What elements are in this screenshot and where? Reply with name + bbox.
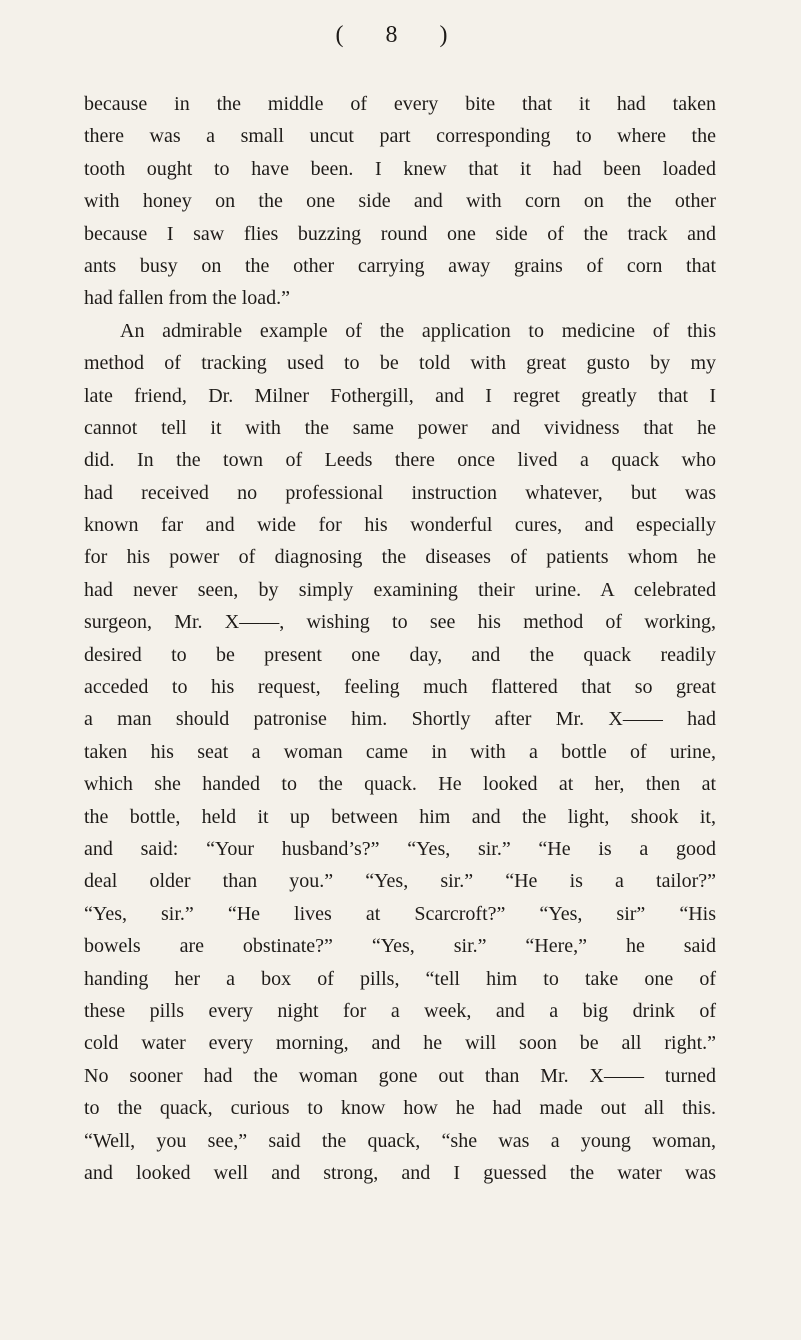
text-line: tooth ought to have been. I knew that it had been loaded (84, 157, 716, 180)
text-line: with honey on the one side and with corn on the other (84, 190, 716, 213)
text-line: An admirable example of the application to medicine of this (120, 319, 716, 342)
text-line: because in the middle of every bite that it had taken (84, 93, 716, 115)
text-line: and said: “Your husband’s?” “Yes, sir.” “He is a good (84, 837, 716, 860)
text-line: method of tracking used to be told with great gusto by my (84, 352, 716, 375)
text-line: had received no professional instruction whatever, but was (84, 481, 716, 504)
text-line: had fallen from the load.” (84, 287, 291, 310)
text-line: and looked well and strong, and I guessed the water was (84, 1161, 716, 1184)
text-line: bowels are obstinate?” “Yes, sir.” “Here,” he said (84, 935, 716, 958)
body-text (84, 88, 716, 1189)
text-line: cold water every morning, and he will soon be all right.” (84, 1032, 716, 1055)
text-line: taken his seat a woman came in with a bottle of urine, (84, 740, 716, 763)
text-line: “Yes, sir.” “He lives at Scarcroft?” “Yes, sir” “His (84, 902, 716, 925)
text-line: No sooner had the woman gone out than Mr. X—— turned (84, 1064, 716, 1087)
text-line: ants busy on the other carrying away grains of corn that (84, 254, 716, 277)
text-line: “Well, you see,” said the quack, “she was a young woman, (84, 1129, 716, 1152)
text-line: which she handed to the quack. He looked at her, then at (84, 773, 716, 796)
text-line: a man should patronise him. Shortly after Mr. X—— had (84, 708, 716, 731)
text-line: for his power of diagnosing the diseases of patients whom he (84, 546, 716, 569)
text-line: these pills every night for a week, and a big drink of (84, 999, 716, 1022)
text-line: had never seen, by simply examining their urine. A celebrated (84, 578, 716, 601)
text-line: did. In the town of Leeds there once lived a quack who (84, 449, 716, 472)
text-line: known far and wide for his wonderful cures, and especially (84, 514, 716, 537)
text-line: deal older than you.” “Yes, sir.” “He is a tailor?” (84, 870, 716, 893)
text-line: there was a small uncut part corresponding to where the (84, 125, 716, 148)
text-line: late friend, Dr. Milner Fothergill, and I regret greatly that I (84, 384, 716, 407)
text-line: the bottle, held it up between him and the light, shook it, (84, 805, 716, 828)
page-number: ( 8 ) (335, 22, 466, 48)
text-line: desired to be present one day, and the quack readily (84, 643, 716, 666)
text-line: acceded to his request, feeling much flattered that so great (84, 676, 716, 699)
text-line: because I saw flies buzzing round one side of the track and (84, 222, 716, 245)
text-line: cannot tell it with the same power and vividness that he (84, 416, 716, 439)
text-line: surgeon, Mr. X——, wishing to see his method of working, (84, 611, 716, 634)
text-line: to the quack, curious to know how he had made out all this. (84, 1097, 716, 1120)
text-line: handing her a box of pills, “tell him to take one of (84, 967, 716, 990)
